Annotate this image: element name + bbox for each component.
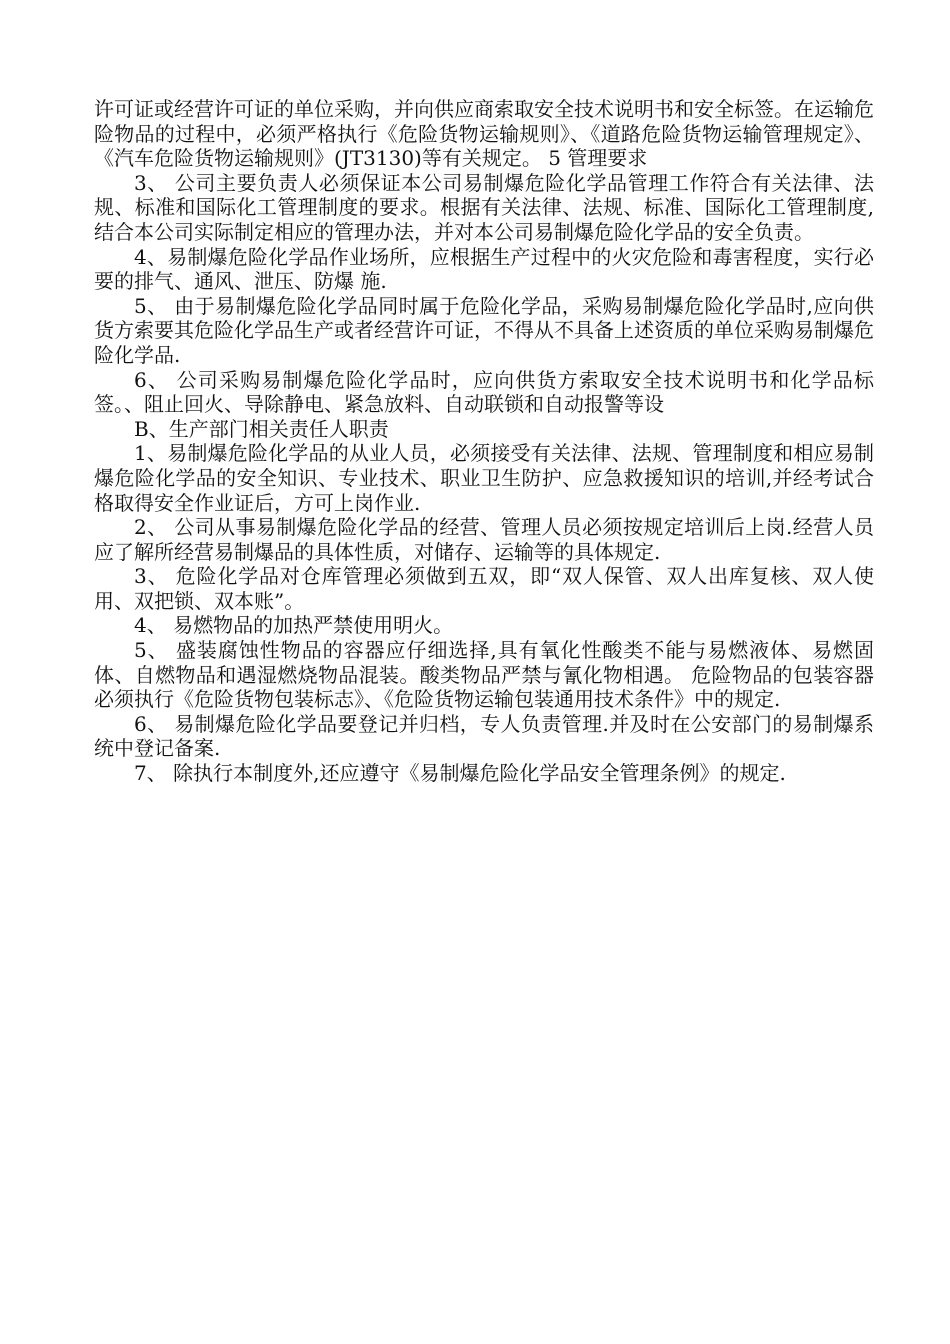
paragraph-7: 1、易制爆危险化学品的从业人员，必须接受有关法律、法规、管理制度和相应易制爆危险化学品的安全知识、专业技术、职业卫生防护、应急救援知识的培训,并经考试合格取得安全作业证后，方可上岗作业. — [94, 441, 874, 515]
paragraph-4: 5、 由于易制爆危险化学品同时属于危险化学品，采购易制爆危险化学品时,应向供货方索要其危险化学品生产或者经营许可证，不得从不具备上述资质的单位采购易制爆危险化学品. — [94, 293, 874, 367]
paragraph-2: 3、 公司主要负责人必须保证本公司易制爆危险化学品管理工作符合有关法律、法规、标准和国际化工管理制度的要求。根据有关法律、法规、标准、国际化工管理制度,结合本公司实际制定相应的管理办法，并对本公司易制爆危险化学品的安全负责。 — [94, 170, 874, 244]
paragraph-3: 4、易制爆危险化学品作业场所，应根据生产过程中的火灾危险和毒害程度，实行必要的排气、通风、泄压、防爆 施. — [94, 244, 874, 294]
paragraph-11: 5、 盛装腐蚀性物品的容器应仔细选择,具有氧化性酸类不能与易燃液体、易燃固体、自燃物品和遇湿燃烧物品混装。酸类物品严禁与氰化物相遇。 危险物品的包装容器必须执行《危险货物包装标志》、《危险货物运输包装通用技术条件》中的规定. — [94, 638, 874, 712]
paragraph-10: 4、 易燃物品的加热严禁使用明火。 — [134, 613, 454, 638]
paragraph-8: 2、 公司从事易制爆危险化学品的经营、管理人员必须按规定培训后上岗.经营人员应了解所经营易制爆品的具体性质，对储存、运输等的具体规定. — [94, 515, 874, 564]
paragraph-1: 许可证或经营许可证的单位采购，并向供应商索取安全技术说明书和安全标签。在运输危险物品的过程中，必须严格执行《危险货物运输规则》、《道路危险货物运输管理规定》、《汽车危险货物运输规则》(JT3130)等有关规定。 5 管理要求 — [94, 97, 874, 171]
paragraph-5: 6、 公司采购易制爆危险化学品时，应向供货方索取安全技术说明书和化学品标签。、阻止回火、导除静电、紧急放料、自动联锁和自动报警等设 — [94, 367, 874, 417]
section-heading-b: B、生产部门相关责任人职责 — [134, 416, 389, 441]
document-body — [94, 97, 874, 786]
paragraph-9: 3、 危险化学品对仓库管理必须做到五双，即“双人保管、双人出库复核、双人使用、双把锁、双本账”。 — [94, 564, 874, 613]
paragraph-13: 7、 除执行本制度外,还应遵守《易制爆危险化学品安全管理条例》的规定. — [134, 761, 786, 786]
paragraph-12: 6、 易制爆危险化学品要登记并归档，专人负责管理.并及时在公安部门的易制爆系统中登记备案. — [94, 711, 874, 761]
